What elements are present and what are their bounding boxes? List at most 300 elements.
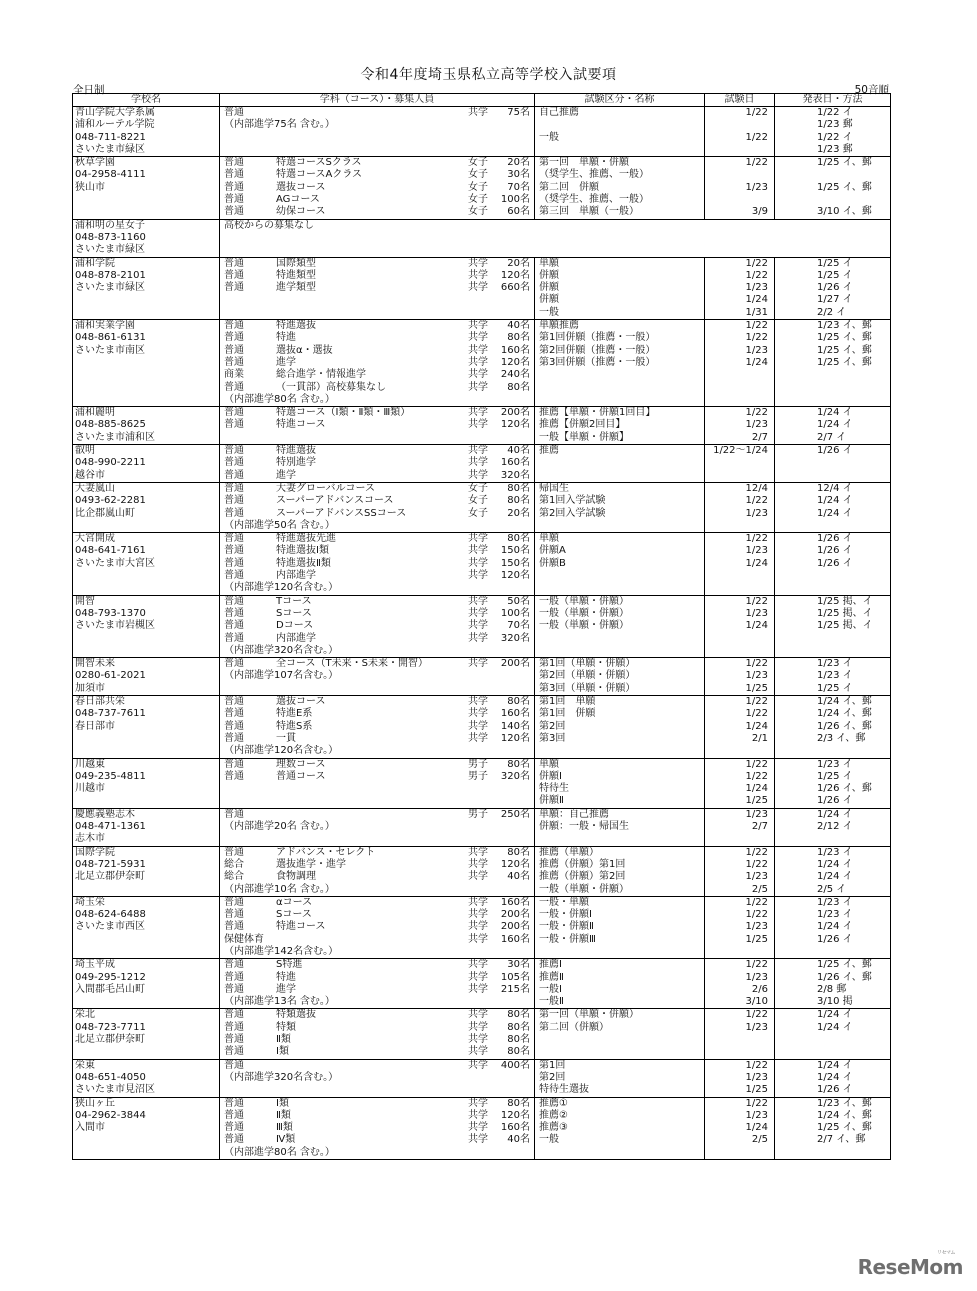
course-name: 特進選抜Ⅱ類	[276, 557, 331, 569]
exam-date: 1/24	[745, 783, 768, 795]
course-capacity: 20名	[507, 257, 530, 269]
exam-name: 第2回入学試験	[539, 507, 606, 519]
exam-name: 併願	[539, 282, 559, 294]
announce-date-method: 2/3 イ、郵	[817, 732, 866, 744]
school-area: 入間郡毛呂山町	[75, 983, 145, 995]
course-category: 普通	[224, 181, 244, 193]
course-name: 特類	[276, 1021, 296, 1033]
course-note-line	[222, 884, 532, 896]
course-capacity: 160名	[500, 933, 530, 945]
exam-name: 併願Ⅱ	[539, 795, 564, 807]
table-row	[73, 658, 891, 696]
exam-date-cell	[705, 445, 775, 483]
table-row	[73, 758, 891, 808]
course-line	[222, 897, 532, 909]
exam-date: 1/24	[745, 620, 768, 632]
school-name: 浦和明の星女子	[75, 219, 145, 231]
school-area: さいたま市見沼区	[75, 1084, 155, 1096]
column-header-announce: 発表日・方法	[775, 94, 891, 107]
course-line	[222, 483, 532, 495]
course-category: 普通	[224, 482, 244, 494]
course-capacity: 200名	[500, 921, 530, 933]
course-cell	[220, 445, 535, 483]
course-name: AGコース	[276, 194, 320, 206]
course-category: 普通	[224, 1134, 244, 1146]
course-cell	[220, 595, 535, 658]
course-gender: 共学	[468, 1134, 488, 1146]
course-capacity: 320名	[500, 632, 530, 644]
course-category: 普通	[224, 1009, 244, 1021]
exam-date-cell	[705, 808, 775, 846]
exam-date: 1/23	[745, 808, 768, 820]
course-note: （内部進学120名含む。）	[224, 582, 339, 594]
school-phone: 048-471-1361	[75, 821, 146, 833]
course-name: 特進選抜先進	[276, 533, 336, 545]
course-name: スーパーアドバンスSSコース	[276, 507, 407, 519]
announce-date-method: 1/24 イ	[817, 1059, 853, 1071]
course-capacity: 160名	[500, 344, 530, 356]
table-row	[73, 1059, 891, 1097]
exam-date: 1/22	[745, 896, 768, 908]
course-line	[222, 206, 532, 218]
course-capacity: 30名	[507, 169, 530, 181]
course-name: 特進	[276, 971, 296, 983]
course-cell	[220, 320, 535, 407]
course-name: 特進選抜	[276, 320, 316, 332]
exam-cell	[535, 107, 705, 157]
course-line	[222, 558, 532, 570]
course-capacity: 80名	[507, 758, 530, 770]
course-line	[222, 972, 532, 984]
school-name: 春日部共栄	[75, 696, 125, 708]
course-line	[222, 369, 532, 381]
course-name: S特進	[276, 959, 303, 971]
announce-date-method: 1/24 イ、郵	[817, 696, 872, 708]
course-capacity: 320名	[500, 770, 530, 782]
exam-cell	[535, 758, 705, 808]
exam-cell	[535, 257, 705, 320]
announce-date-method: 1/25 イ	[817, 770, 853, 782]
course-line	[222, 934, 532, 946]
course-gender: 共学	[468, 896, 488, 908]
course-capacity: 80名	[507, 1021, 530, 1033]
exam-date-cell	[705, 846, 775, 896]
course-capacity: 120名	[500, 570, 530, 582]
course-name: 全コース（T未来・S未来・開智）	[276, 658, 428, 670]
table-row	[73, 407, 891, 445]
course-gender: 共学	[468, 1034, 488, 1046]
exam-name: 推薦Ⅰ	[539, 959, 562, 971]
announce-cell	[775, 533, 891, 596]
school-phone: 048-624-6488	[75, 909, 146, 921]
course-gender: 共学	[468, 332, 488, 344]
course-capacity: 80名	[507, 1097, 530, 1109]
course-category: 総合	[224, 871, 244, 883]
course-cell	[220, 407, 535, 445]
announce-date-method: 1/25 イ、郵	[817, 181, 872, 193]
announce-date-method: 3/10 掲	[817, 996, 853, 1008]
school-area: さいたま市西区	[75, 921, 145, 933]
course-line	[222, 771, 532, 783]
course-cell	[220, 219, 891, 257]
exam-name: 一般（単願・併願）	[539, 883, 629, 895]
exam-name	[537, 144, 539, 156]
school-name: 叡明	[75, 445, 95, 457]
exam-name: 一般（単願・併願）	[539, 607, 629, 619]
announce-date-method: 1/26 イ、郵	[817, 971, 872, 983]
school-cell	[73, 1097, 220, 1160]
school-phone: 048-711-8221	[75, 131, 146, 143]
course-name: 理数コース	[276, 758, 326, 770]
school-cell	[73, 846, 220, 896]
table-row	[73, 896, 891, 959]
exam-date: 2/5	[751, 1134, 768, 1146]
course-category: 普通	[224, 1034, 244, 1046]
course-category: 普通	[224, 344, 244, 356]
table-row	[73, 1097, 891, 1160]
exam-name: 併願：一般・帰国生	[539, 821, 629, 833]
exam-date: 1/22	[745, 407, 768, 419]
course-name: 特選コースAクラス	[276, 169, 363, 181]
exam-name: 第2回併願（推薦・一般）	[539, 344, 656, 356]
school-phone: 049-295-1212	[75, 971, 146, 983]
school-phone: 048-885-8625	[75, 419, 146, 431]
course-capacity: 160名	[500, 457, 530, 469]
course-gender: 共学	[468, 1122, 488, 1134]
course-category: 普通	[224, 557, 244, 569]
course-capacity: 80名	[507, 696, 530, 708]
course-line	[222, 708, 532, 720]
course-note: （内部進学50名 含む。）	[224, 519, 335, 531]
exam-name: 一般Ⅰ	[539, 983, 562, 995]
school-phone: 04-2958-4111	[75, 169, 146, 181]
course-gender: 共学	[468, 708, 488, 720]
course-name: 選抜コース	[276, 181, 326, 193]
course-capacity: 200名	[500, 407, 530, 419]
announce-date-method: 1/25 イ	[817, 269, 853, 281]
exam-name: 単願推薦	[539, 320, 579, 332]
course-note-line	[222, 582, 532, 594]
course-name: 特進S系	[276, 720, 313, 732]
table-row	[73, 533, 891, 596]
exam-cell	[535, 959, 705, 1009]
announce-cell	[775, 1059, 891, 1097]
course-category: 普通	[224, 846, 244, 858]
table-row	[73, 696, 891, 759]
announce-cell	[775, 482, 891, 532]
course-category: 普通	[224, 1021, 244, 1033]
course-name: Sコース	[276, 607, 312, 619]
course-gender: 共学	[468, 1046, 488, 1058]
course-capacity: 320名	[500, 469, 530, 481]
course-capacity: 75名	[507, 107, 530, 118]
course-capacity: 80名	[507, 482, 530, 494]
course-capacity: 40名	[507, 320, 530, 332]
course-line	[222, 909, 532, 921]
school-cell	[73, 658, 220, 696]
school-area: 北足立郡伊奈町	[75, 1034, 145, 1046]
exam-name: 併願Ⅰ	[539, 770, 562, 782]
course-capacity: 80名	[507, 1009, 530, 1021]
exam-date: 1/23	[745, 419, 768, 431]
course-line	[222, 696, 532, 708]
course-note: （内部進学107名含む。）	[224, 670, 339, 682]
course-gender: 共学	[468, 1059, 488, 1071]
course-category: 普通	[224, 909, 244, 921]
course-gender: 共学	[468, 933, 488, 945]
exam-cell	[535, 808, 705, 846]
course-category: 普通	[224, 381, 244, 393]
course-capacity: 20名	[507, 157, 530, 169]
course-line	[222, 620, 532, 632]
course-capacity: 40名	[507, 871, 530, 883]
course-note: （内部進学320名含む。）	[224, 1071, 339, 1083]
exam-name: 一般【単願・併願】	[539, 431, 629, 443]
exam-name: 第一回 単願・併願	[539, 157, 629, 169]
course-name: 普通コース	[276, 770, 326, 782]
school-cell	[73, 219, 220, 257]
exam-name: 第三回 単願（一般）	[539, 206, 639, 218]
course-capacity: 400名	[500, 1059, 530, 1071]
course-capacity: 120名	[500, 419, 530, 431]
announce-date-method: 1/23 イ、郵	[817, 320, 872, 332]
course-capacity: 120名	[500, 732, 530, 744]
course-cell	[220, 959, 535, 1009]
exam-name: 第二回 併願	[539, 181, 599, 193]
school-area: さいたま市緑区	[75, 143, 145, 155]
course-line	[222, 194, 532, 206]
announce-cell	[775, 658, 891, 696]
course-name: 内部進学	[276, 632, 316, 644]
announce-date-method: 1/24 イ	[817, 507, 853, 519]
course-category: 普通	[224, 896, 244, 908]
course-cell	[220, 846, 535, 896]
school-area: 川越市	[75, 783, 105, 795]
course-line	[222, 1009, 532, 1021]
course-category: 普通	[224, 545, 244, 557]
exam-name: 第1回 併願	[539, 708, 596, 720]
course-line	[222, 1110, 532, 1122]
course-line	[222, 921, 532, 933]
announce-cell	[775, 320, 891, 407]
school-area: 越谷市	[75, 469, 105, 481]
exam-name: 一般・併願Ⅲ	[539, 933, 596, 945]
exam-cell	[535, 658, 705, 696]
school-name: 栄北	[75, 1009, 95, 1021]
course-cell	[220, 1059, 535, 1097]
course-gender: 共学	[468, 557, 488, 569]
course-capacity: 120名	[500, 269, 530, 281]
course-gender: 共学	[468, 959, 488, 971]
exam-name: 第3回併願（推薦・一般）	[539, 356, 656, 368]
course-name: 進学	[276, 356, 296, 368]
announce-date-method: 1/24 イ	[817, 808, 853, 820]
school-name: 浦和麗明	[75, 407, 115, 419]
announce-date-method: 1/25 イ、郵	[817, 959, 872, 971]
exam-name: 一般・併願Ⅱ	[539, 921, 594, 933]
exam-name: 一般Ⅱ	[539, 996, 564, 1008]
exam-name: 推薦（併願）第2回	[539, 871, 626, 883]
announce-cell	[775, 1097, 891, 1160]
course-gender: 共学	[468, 407, 488, 419]
course-line	[222, 320, 532, 332]
exam-name: 帰国生	[539, 482, 569, 494]
exam-name: 第二回（併願）	[539, 1021, 609, 1033]
course-line	[222, 608, 532, 620]
exam-date: 1/24	[745, 1122, 768, 1134]
course-note: （内部進学80名 含む。）	[224, 393, 335, 405]
course-name	[276, 1060, 468, 1072]
exam-date: 1/23	[745, 670, 768, 682]
school-cell	[73, 696, 220, 759]
course-gender: 共学	[468, 983, 488, 995]
exam-name: （奨学生、推薦、一般）	[539, 194, 649, 206]
course-category: 総合	[224, 858, 244, 870]
school-area: さいたま市浦和区	[75, 431, 155, 443]
exam-name: 併願	[539, 294, 559, 306]
announce-date-method: 1/23 イ	[817, 909, 853, 921]
exam-cell	[535, 896, 705, 959]
course-cell	[220, 1009, 535, 1059]
course-line	[222, 721, 532, 733]
course-name	[276, 809, 468, 821]
exam-date: 1/22	[745, 320, 768, 332]
announce-date-method: 1/26 イ	[817, 1084, 853, 1096]
course-name: 特進	[276, 332, 296, 344]
course-line	[222, 959, 532, 971]
exam-date: 1/22	[745, 758, 768, 770]
exam-name: 推薦③	[539, 1122, 568, 1134]
announce-date-method: 1/26 イ、郵	[817, 783, 872, 795]
course-note-line	[222, 520, 532, 532]
course-gender: 共学	[468, 445, 488, 457]
course-cell	[220, 533, 535, 596]
exam-date: 1/25	[745, 795, 768, 807]
course-line	[222, 596, 532, 608]
school-cell	[73, 533, 220, 596]
exam-date: 1/23	[745, 344, 768, 356]
announce-date-method: 12/4 イ	[817, 482, 853, 494]
course-line	[222, 258, 532, 270]
school-area: 狭山市	[75, 181, 105, 193]
exam-name: 併願	[539, 269, 559, 281]
course-capacity: 100名	[500, 194, 530, 206]
course-capacity: 40名	[507, 445, 530, 457]
course-note-line	[222, 1147, 532, 1159]
exam-name: 推薦【併願2回目】	[539, 419, 626, 431]
announce-date-method: 1/24 イ	[817, 407, 853, 419]
table-header-row	[73, 94, 891, 107]
exam-date: 1/23	[745, 971, 768, 983]
course-gender: 共学	[468, 344, 488, 356]
announce-date-method: 1/26 イ	[817, 282, 853, 294]
exam-date: 1/22	[745, 595, 768, 607]
announce-date-method: 1/25 イ	[817, 682, 853, 694]
sort-order-label: 50音順	[854, 84, 889, 96]
course-gender: 共学	[468, 595, 488, 607]
exam-date: 1/23	[745, 607, 768, 619]
course-gender: 共学	[468, 381, 488, 393]
course-gender: 男子	[468, 770, 488, 782]
course-capacity: 150名	[500, 557, 530, 569]
school-cell	[73, 482, 220, 532]
course-name: 選抜α・選抜	[276, 344, 333, 356]
course-line	[222, 357, 532, 369]
course-line	[222, 847, 532, 859]
school-name: 狭山ヶ丘	[75, 1097, 115, 1109]
course-gender: 共学	[468, 921, 488, 933]
course-category: 普通	[224, 658, 244, 670]
resemom-logo	[857, 1250, 963, 1279]
course-note-line	[222, 1072, 532, 1084]
exam-name: 第3回（単願・併願）	[539, 682, 636, 694]
school-phone: 048-721-5931	[75, 858, 146, 870]
course-gender: 女子	[468, 206, 488, 218]
course-gender: 共学	[468, 1009, 488, 1021]
announce-cell	[775, 696, 891, 759]
school-category-label: 全日制	[73, 84, 105, 96]
exam-date: 1/25	[745, 1084, 768, 1096]
course-name: 特選コース（Ⅰ類・Ⅱ類・Ⅲ類）	[276, 407, 411, 419]
exam-name	[537, 119, 539, 131]
school-name: 埼玉平成	[75, 959, 115, 971]
exam-date: 1/25	[745, 933, 768, 945]
exam-date-cell	[705, 658, 775, 696]
course-capacity: 50名	[507, 595, 530, 607]
announce-cell	[775, 959, 891, 1009]
course-line	[222, 445, 532, 457]
course-category: 普通	[224, 620, 244, 632]
school-area: さいたま市大宮区	[75, 557, 155, 569]
school-name: 川越東	[75, 758, 105, 770]
course-gender: 共学	[468, 107, 488, 118]
course-category: 普通	[224, 1059, 244, 1071]
course-name: Ⅱ類	[276, 1109, 291, 1121]
school-cell	[73, 157, 220, 220]
course-category: 普通	[224, 959, 244, 971]
exam-name: 併願A	[539, 545, 566, 557]
exam-name: 併願B	[539, 557, 566, 569]
logo-text: ReseMom	[857, 1255, 963, 1279]
course-capacity: 160名	[500, 708, 530, 720]
course-category: 普通	[224, 983, 244, 995]
course-line	[222, 495, 532, 507]
school-cell	[73, 959, 220, 1009]
exam-date: 3/9	[751, 206, 768, 218]
school-cell	[73, 758, 220, 808]
announce-date-method: 1/23 イ	[817, 670, 853, 682]
course-capacity: 40名	[507, 1134, 530, 1146]
course-gender: 共学	[468, 1109, 488, 1121]
course-gender: 共学	[468, 1021, 488, 1033]
school-phone: 048-737-7611	[75, 708, 146, 720]
course-line	[222, 533, 532, 545]
course-gender: 共学	[468, 320, 488, 332]
course-category: 普通	[224, 808, 244, 820]
course-note: （内部進学20名 含む。）	[224, 821, 335, 833]
announce-date-method: 1/26 イ、郵	[817, 720, 872, 732]
exam-cell	[535, 846, 705, 896]
announce-cell	[775, 107, 891, 157]
course-name: 特類選抜	[276, 1009, 316, 1021]
exam-name: 一般	[539, 306, 559, 318]
course-line	[222, 570, 532, 582]
exam-date: 1/24	[745, 557, 768, 569]
course-line	[222, 157, 532, 169]
course-capacity: 250名	[500, 808, 530, 820]
course-name: 特進コース	[276, 921, 326, 933]
course-name: 進学	[276, 469, 296, 481]
